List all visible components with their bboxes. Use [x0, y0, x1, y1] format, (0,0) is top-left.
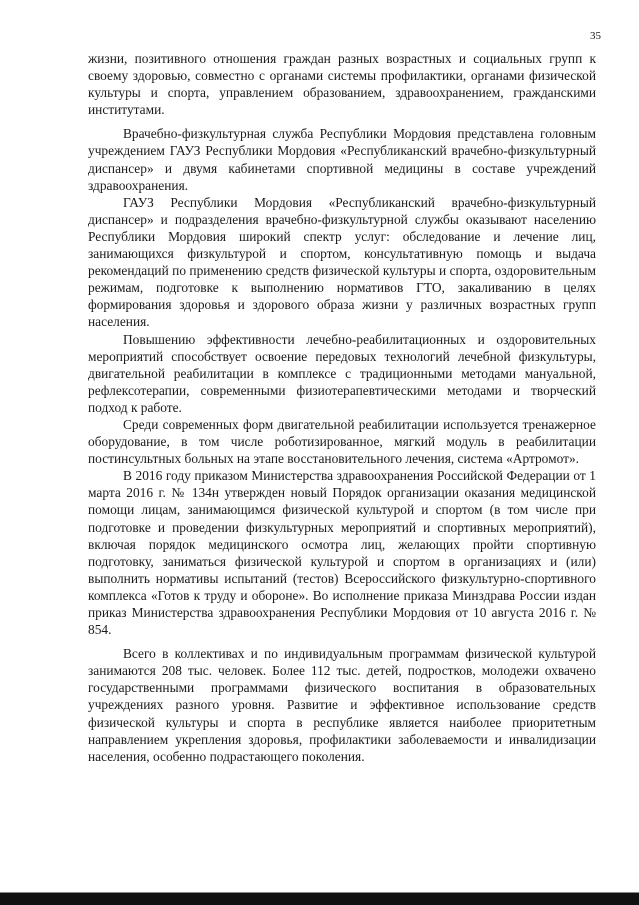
- paragraph-order-2016: В 2016 году приказом Министерства здравоохранения Российской Федерации от 1 марта 2016 г. № 134н утвержден новый Порядок организации оказания медицинской помощи лицам, занимающимся физической культурой и спортом (в том числе при подготовке и проведении физкультурных мероприятий и спортивных мероприятий), включая порядок медицинского осмотра лиц, желающих пройти спортивную подготовку, заниматься физической культурой и спортом в организациях и (или) выполнить нормативы испытаний (тестов) Всероссийского физкультурно-спортивного комплекса «Готов к труду и обороне». Во исполнение приказа Минздрава России издан приказ Министерства здравоохранения Республики Мордовия от 10 августа 2016 г. № 854.: [88, 468, 596, 638]
- paragraph-continuation: жизни, позитивного отношения граждан разных возрастных и социальных групп к своему здоровью, совместно с органами системы профилактики, органами физической культуры и спорта, управлением образованием, здравоохранением, гражданскими институтами.: [88, 51, 596, 118]
- paragraph-modern-forms: Среди современных форм двигательной реабилитации используется тренажерное оборудование, в том числе роботизированное, мягкий модуль в реабилитации постинсультных больных на этапе восстановительного лечения, система «Артромот».: [88, 416, 596, 467]
- paragraph-dispensary-services: ГАУЗ Республики Мордовия «Республиканский врачебно-физкультурный диспансер» и подразделения врачебно-физкультурной службы оказывают населению Республики Мордовия широкий спектр услуг: обследование и лечение лиц, занимающихся физкультурой и спортом, консультативную помощь и выдача рекомендаций по применению средств физической культуры и спорта, оздоровительным режимам, подготовке к выполнению нормативов ГТО, закаливанию в целях формирования здоровья и здорового образа жизни у различных возрастных групп населения.: [88, 194, 596, 330]
- paragraph-rehabilitation: Повышению эффективности лечебно-реабилитационных и оздоровительных мероприятий способствует освоение передовых технологий лечебной физкультуры, двигательной реабилитации в комплексе с традиционными методами мануальной, рефлексотерапии, современными физиотерапевтическими методами и творческий подход к работе.: [88, 331, 596, 415]
- paragraph-statistics: Всего в коллективах и по индивидуальным программам физической культурой занимаются 208 тыс. человек. Более 112 тыс. детей, подростков, молодежи охвачено государственными программами физического воспитания в образовательных учреждениях разного уровня. Развитие и эффективное использование средств физической культуры и спорта в республике является наиболее приоритетным направлением укрепления здоровья, профилактики заболеваемости и инвалидизации населения, особенно подрастающего поколения.: [88, 646, 596, 764]
- paragraph-medical-service: Врачебно-физкультурная служба Республики Мордовия представлена головным учреждением ГАУЗ Республики Мордовия «Республиканский врачебно-физкультурный диспансер» и двумя кабинетами спортивной медицины в составе учреждений здравоохранения.: [88, 126, 596, 193]
- scan-border: [0, 887, 639, 905]
- document-body: [88, 50, 596, 765]
- page-number: 35: [590, 30, 601, 42]
